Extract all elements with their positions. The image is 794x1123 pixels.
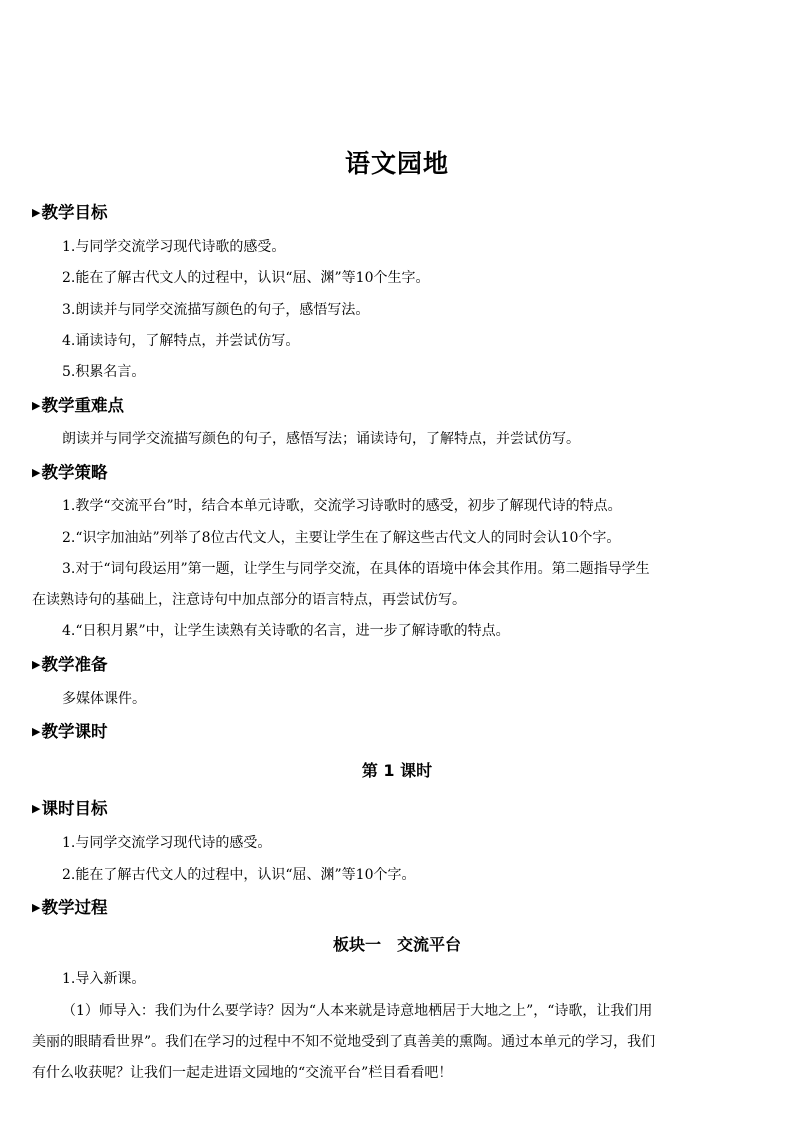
triangle-marker-icon: ▶ — [32, 658, 41, 671]
preparation-text: 多媒体课件。 — [62, 691, 146, 707]
triangle-marker-icon: ▶ — [32, 725, 41, 738]
process-paragraph: （1）师导入：我们为什么要学诗？因为“人本来就是诗意地栖居于大地之上”，“诗歌，让我们用 — [62, 1003, 653, 1019]
block-title: 板块一 交流平台 — [332, 935, 461, 954]
strategy-item: 2.“识字加油站”列举了8位古代文人，主要让学生在了解这些古代文人的同时会认10个字。 — [62, 530, 621, 546]
strategy-item: 4.“日积月累”中，让学生读熟有关诗歌的名言，进一步了解诗歌的特点。 — [62, 623, 510, 639]
goal-item: 2.能在了解古代文人的过程中，认识“屈、渊”等10个生字。 — [62, 270, 430, 286]
triangle-marker-icon: ▶ — [32, 802, 41, 815]
process-item: 1.导入新课。 — [62, 971, 146, 987]
triangle-marker-icon: ▶ — [32, 399, 41, 412]
page-title: 语文园地 — [344, 149, 449, 178]
strategy-item: 3.对于“词句段运用”第一题，让学生与同学交流，在具体的语境中体会其作用。第二题指导学生 — [62, 561, 650, 577]
section-heading-strategy: ▶教学策略 — [32, 463, 108, 482]
strategy-item-continued: 在读熟诗句的基础上，注意诗句中加点部分的语言特点，再尝试仿写。 — [32, 592, 466, 608]
goal-item: 4.诵读诗句，了解特点，并尝试仿写。 — [62, 333, 300, 349]
section-heading-process: ▶教学过程 — [32, 898, 108, 917]
section-heading-goals: ▶教学目标 — [32, 203, 108, 222]
triangle-marker-icon: ▶ — [32, 466, 41, 479]
goal-item: 3.朗读并与同学交流描写颜色的句子，感悟写法。 — [62, 302, 370, 318]
lesson-goal-item: 2.能在了解古代文人的过程中，认识“屈、渊”等10个字。 — [62, 867, 416, 883]
section-heading-key-points: ▶教学重难点 — [32, 396, 124, 415]
process-paragraph-continued: 有什么收获呢？让我们一起走进语文园地的“交流平台”栏目看看吧！ — [32, 1065, 453, 1081]
triangle-marker-icon: ▶ — [32, 206, 41, 219]
goal-item: 1.与同学交流学习现代诗歌的感受。 — [62, 239, 286, 255]
process-paragraph-continued: 美丽的眼睛看世界”。我们在学习的过程中不知不觉地受到了真善美的熏陶。通过本单元的学习，我们 — [32, 1034, 656, 1050]
lesson-goal-item: 1.与同学交流学习现代诗的感受。 — [62, 835, 272, 851]
section-heading-lesson-goals: ▶课时目标 — [32, 799, 108, 818]
goal-item: 5.积累名言。 — [62, 364, 146, 380]
section-heading-preparation: ▶教学准备 — [32, 655, 108, 674]
lesson-title: 第 1 课时 — [361, 761, 433, 780]
key-points-text: 朗读并与同学交流描写颜色的句子，感悟写法；诵读诗句，了解特点，并尝试仿写。 — [62, 431, 580, 447]
section-heading-periods: ▶教学课时 — [32, 722, 108, 741]
strategy-item: 1.教学“交流平台”时，结合本单元诗歌，交流学习诗歌时的感受，初步了解现代诗的特点。 — [62, 498, 622, 514]
triangle-marker-icon: ▶ — [32, 901, 41, 914]
